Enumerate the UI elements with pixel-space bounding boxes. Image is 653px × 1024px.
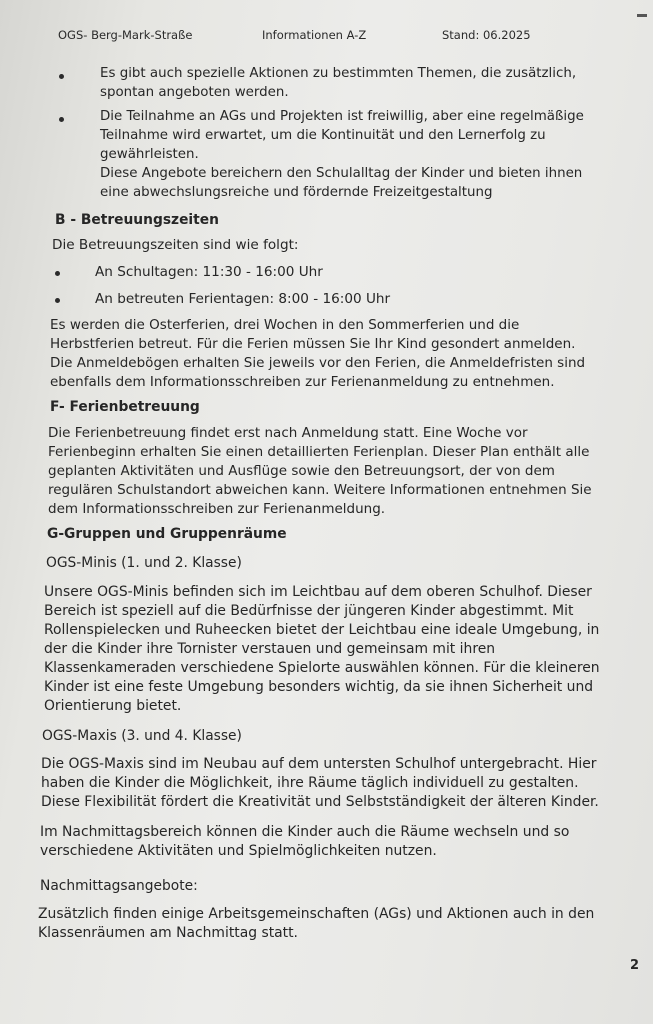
minis-text: Unsere OGS-Minis befinden sich im Leichtbau auf dem oberen Schulhof. Dieser Bereich ist speziell auf die Bedürfnisse der jüngeren Kinder abgestimmt. Mit Rollenspielecken und Ruheecken bietet der Leichtbau eine ideale Umgebung, in der die Kinder ihre Tornister verstauen und gemeinsam mit ihren Klassenkameraden verschiedene Spielorte auswählen können. Für die kleineren Kinder ist eine feste Umgebung besonders wichtig, da sie ihnen Sicherheit und Orientierung bietet. <box>44 584 600 714</box>
minis-title: OGS-Minis (1. und 2. Klasse) <box>46 555 242 571</box>
section-g-heading: G-Gruppen und Gruppenräume <box>47 526 287 542</box>
corner-mark <box>637 14 647 17</box>
bullet-dot <box>59 74 64 79</box>
offers-text: Zusätzlich finden einige Arbeitsgemeinschaften (AGs) und Aktionen auch in den Klassenräumen am Nachmittag statt. <box>38 906 595 941</box>
bullet-dot <box>55 298 60 303</box>
intro-closing: Diese Angebote bereichern den Schulalltag der Kinder und bieten ihnen eine abwechslungsreiche und fördernde Freizeitgestaltung <box>100 166 583 200</box>
header-date: Stand: 06.2025 <box>442 28 531 42</box>
intro-bullet-1: Es gibt auch spezielle Aktionen zu bestimmten Themen, die zusätzlich, spontan angeboten werden. <box>100 66 577 100</box>
section-f-heading: F- Ferienbetreuung <box>50 399 200 415</box>
section-b-bullet-2: An betreuten Ferientagen: 8:00 - 16:00 Uhr <box>95 291 391 307</box>
page-number: 2 <box>630 958 640 973</box>
bullet-dot <box>55 271 60 276</box>
section-b-bullet-1: An Schultagen: 11:30 - 16:00 Uhr <box>95 264 323 280</box>
section-f-paragraph: Die Ferienbetreuung findet erst nach Anmeldung statt. Eine Woche vor Ferienbeginn erhalten Sie einen detaillierten Ferienplan. Dieser Plan enthält alle geplanten Aktivitäten und Ausflüge sowie den Betreuungsort, der von dem regulären Schulstandort abweichen kann. Weitere Informationen entnehmen Sie dem Informationsschreiben zur Ferienanmeldung. <box>48 425 592 517</box>
section-b-heading: B - Betreuungszeiten <box>55 212 219 228</box>
bullet-dot <box>59 117 64 122</box>
section-b-paragraph: Es werden die Osterferien, drei Wochen in den Sommerferien und die Herbstferien betreut. Für die Ferien müssen Sie Ihr Kind gesondert anmelden. Die Anmeldebögen erhalten Sie jeweils vor den Ferien, die Anmeldefristen sind ebenfalls dem Informationsschreiben zur Ferienanmeldung zu entnehmen. <box>50 317 586 390</box>
afternoon-text: Im Nachmittagsbereich können die Kinder auch die Räume wechseln und so verschiedene Aktivitäten und Spielmöglichkeiten nutzen. <box>40 824 570 859</box>
header-title: Informationen A-Z <box>262 28 367 42</box>
header-school-name: OGS- Berg-Mark-Straße <box>58 28 193 42</box>
section-b-lead: Die Betreuungszeiten sind wie folgt: <box>52 237 299 253</box>
offers-title: Nachmittagsangebote: <box>40 878 198 894</box>
maxis-text: Die OGS-Maxis sind im Neubau auf dem untersten Schulhof untergebracht. Hier haben die Kinder die Möglichkeit, ihre Räume täglich individuell zu gestalten. Diese Flexibilität fördert die Kreativität und Selbstständigkeit der älteren Kinder. <box>41 756 599 810</box>
maxis-title: OGS-Maxis (3. und 4. Klasse) <box>42 728 242 744</box>
intro-bullet-2: Die Teilnahme an AGs und Projekten ist freiwillig, aber eine regelmäßige Teilnahme wird erwartet, um die Kontinuität und den Lernerfolg zu gewährleisten. <box>100 109 584 162</box>
